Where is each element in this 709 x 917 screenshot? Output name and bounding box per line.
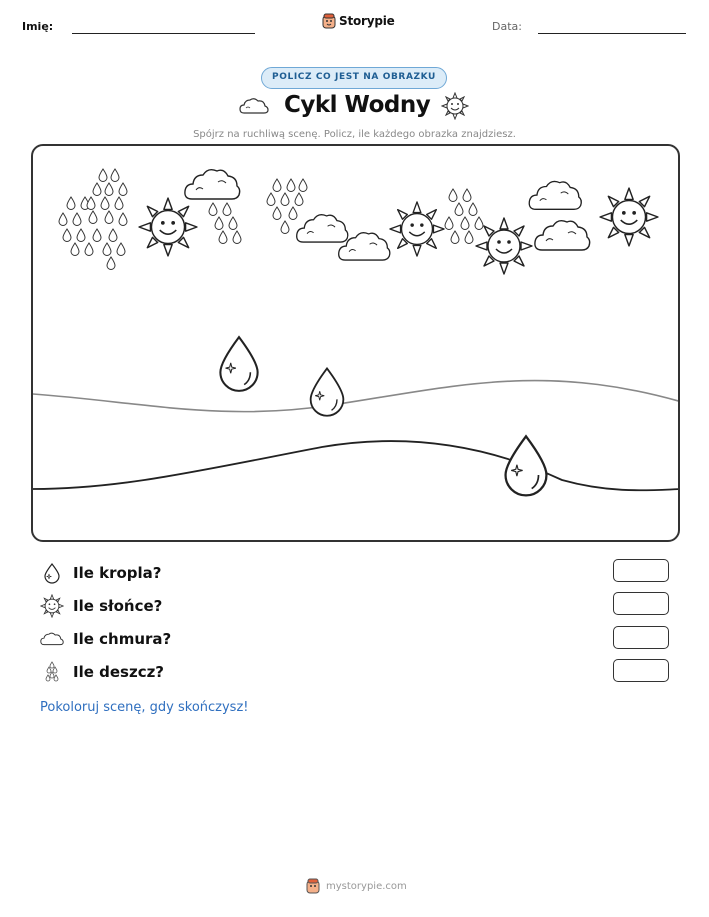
rain-cluster-3: [267, 179, 307, 234]
name-label: Imię:: [22, 20, 54, 33]
counting-scene: [31, 144, 680, 542]
cloud-icon: [40, 627, 64, 651]
sun-2: [390, 202, 444, 256]
cloud-4: [529, 181, 581, 209]
question-row-drop: [40, 561, 162, 585]
question-label: Ile deszcz?: [73, 663, 165, 681]
site-footer: [306, 878, 407, 894]
question-row-cloud: [40, 627, 171, 651]
storypie-mascot-icon: [306, 878, 320, 894]
rain-cluster-1: [59, 169, 127, 270]
sun-1: [139, 198, 197, 256]
answer-box-sun[interactable]: [613, 592, 669, 615]
question-label: Ile słońce?: [73, 597, 163, 615]
sun-3: [476, 218, 532, 274]
sun-icon: [441, 92, 469, 120]
rain-cluster-2: [209, 203, 241, 244]
cloud-2: [297, 215, 348, 242]
date-input-line[interactable]: [538, 33, 686, 34]
scene-illustration: [33, 146, 680, 542]
drop-1: [220, 337, 257, 391]
drop-3: [506, 436, 547, 495]
cloud-icon: [239, 96, 269, 116]
sun-4: [600, 188, 658, 246]
question-label: Ile kropla?: [73, 564, 162, 582]
storypie-mascot-icon: [322, 13, 336, 29]
task-badge: POLICZ CO JEST NA OBRAZKU: [261, 67, 447, 89]
drop-icon: [40, 561, 64, 585]
brand-logo: [322, 13, 395, 29]
cloud-5: [535, 221, 590, 250]
site-url: mystorypie.com: [326, 880, 407, 892]
answer-box-cloud[interactable]: [613, 626, 669, 649]
date-label: Data:: [492, 20, 522, 33]
name-input-line[interactable]: [72, 33, 255, 34]
answer-box-drop[interactable]: [613, 559, 669, 582]
question-label: Ile chmura?: [73, 630, 172, 648]
instructions: Spójrz na ruchliwą scenę. Policz, ile każdego obrazka znajdziesz.: [193, 129, 516, 140]
question-row-rain: [40, 660, 164, 684]
sun-icon: [40, 594, 64, 618]
cloud-1: [185, 170, 240, 199]
page-title: Cykl Wodny: [284, 92, 431, 118]
rain-icon: [40, 660, 64, 684]
answer-box-rain[interactable]: [613, 659, 669, 682]
brand-name: Storypie: [339, 14, 395, 28]
drop-2: [311, 368, 344, 415]
question-row-sun: [40, 594, 162, 618]
coloring-note: Pokoloruj scenę, gdy skończysz!: [40, 700, 249, 715]
rain-cluster-4: [445, 189, 483, 244]
